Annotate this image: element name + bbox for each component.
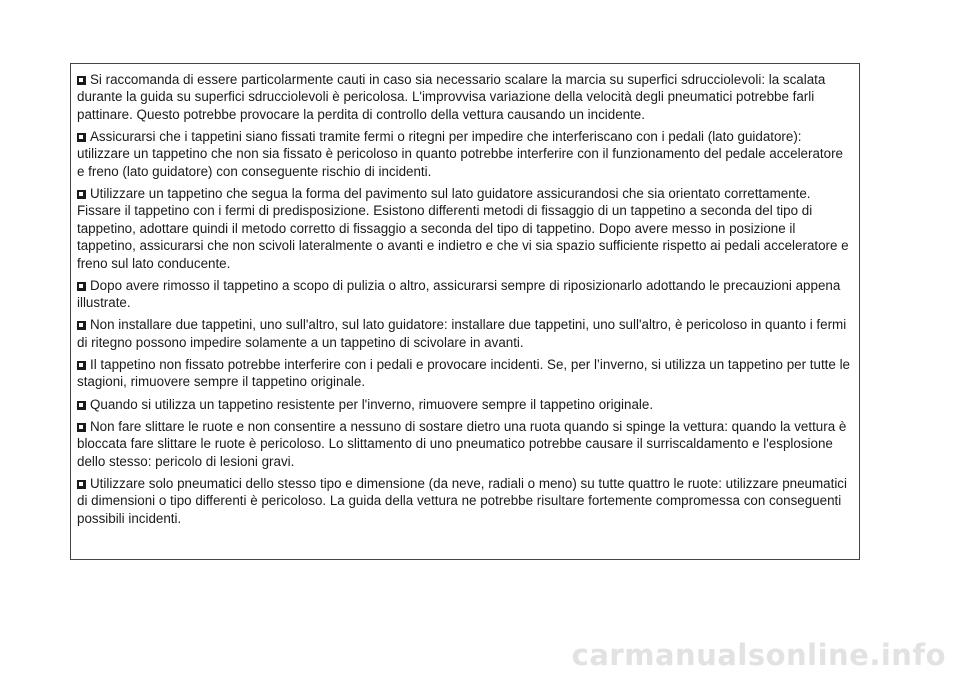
square-bullet-icon <box>77 321 86 330</box>
warning-paragraph <box>77 356 853 391</box>
warning-paragraph <box>77 185 853 272</box>
warning-text: Non installare due tappetini, uno sull'altro, sul lato guidatore: installare due tappetini, uno sull'altro, è pericoloso in quanto i fermi di ritegno possono impedire solamente a un tappetino di scivolare in avanti. <box>77 317 847 350</box>
warning-text: Assicurarsi che i tappetini siano fissati tramite fermi o ritegni per impedire che interferiscano con i pedali (lato guidatore): utilizzare un tappetino che non sia fissato è pericoloso in quanto potrebbe interferire con il funzionamento del pedale acceleratore e freno (lato guidatore) con conseguente rischio di incidenti. <box>77 129 843 179</box>
square-bullet-icon <box>77 361 86 370</box>
square-bullet-icon <box>77 133 86 142</box>
warning-text: Utilizzare solo pneumatici dello stesso tipo e dimensione (da neve, radiali o meno) su tutte quattro le ruote: utilizzare pneumatici di dimensioni o tipo differenti è pericoloso. La guida della vettura ne potrebbe risultare fortemente compromessa con conseguenti possibili incidenti. <box>77 475 847 526</box>
warning-text: Non fare slittare le ruote e non consentire a nessuno di sostare dietro una ruota quando si spinge la vettura: quando la vettura è bloccata fare slittare le ruote è pericoloso. Lo slittamento di uno pneumatico potrebbe causare il surriscaldamento e l'esplosione dello stesso: pericolo di lesioni gravi. <box>77 418 847 469</box>
square-bullet-icon <box>77 282 86 291</box>
warning-text: Si raccomanda di essere particolarmente cauti in caso sia necessario scalare la marcia su superfici sdrucciolevoli: la scalata durante la guida su superfici sdrucciolevoli è pericolosa. L'improvvisa variazione della velocità degli pneumatici potrebbe farli pattinare. Questo potrebbe provocare la perdita di controllo della vettura causando un incidente. <box>77 72 826 122</box>
warning-paragraph <box>77 475 853 527</box>
warning-text: Quando si utilizza un tappetino resistente per l'inverno, rimuovere sempre il tappetino originale. <box>90 396 654 412</box>
warning-paragraph <box>77 71 853 123</box>
square-bullet-icon <box>77 76 86 85</box>
warning-paragraph <box>77 277 853 312</box>
warning-paragraph <box>77 316 853 351</box>
warning-text: Il tappetino non fissato potrebbe interferire con i pedali e provocare incidenti. Se, per l’inverno, si utilizza un tappetino per tutte le stagioni, rimuovere sempre il tappetino originale. <box>77 357 850 390</box>
square-bullet-icon <box>77 190 86 199</box>
warning-text: Utilizzare un tappetino che segua la forma del pavimento sul lato guidatore assicurandosi che sia orientato correttamente. Fissare il tappetino con i fermi di predisposizione. Esistono differenti metodi di fissaggio di un tappetino a seconda del tipo di tappetino, adottare quindi il metodo corretto di fissaggio a seconda del tipo di tappetino. Dopo avere messo in posizione il tappetino, assicurarsi che non scivoli lateralmente o avanti e indietro e che vi sia spazio sufficiente rispetto ai pedali acceleratore e freno sul lato conducente. <box>77 186 849 271</box>
square-bullet-icon <box>77 423 86 432</box>
watermark: carmanualsonline.info <box>571 638 946 672</box>
square-bullet-icon <box>77 480 86 489</box>
warning-paragraph <box>77 128 853 180</box>
warning-text: Dopo avere rimosso il tappetino a scopo di pulizia o altro, assicurarsi sempre di riposizionarlo adottando le precauzioni appena illustrate. <box>77 277 841 311</box>
warning-paragraph <box>77 418 853 470</box>
warning-box <box>70 63 860 560</box>
square-bullet-icon <box>77 401 86 410</box>
warning-paragraph <box>77 396 853 413</box>
